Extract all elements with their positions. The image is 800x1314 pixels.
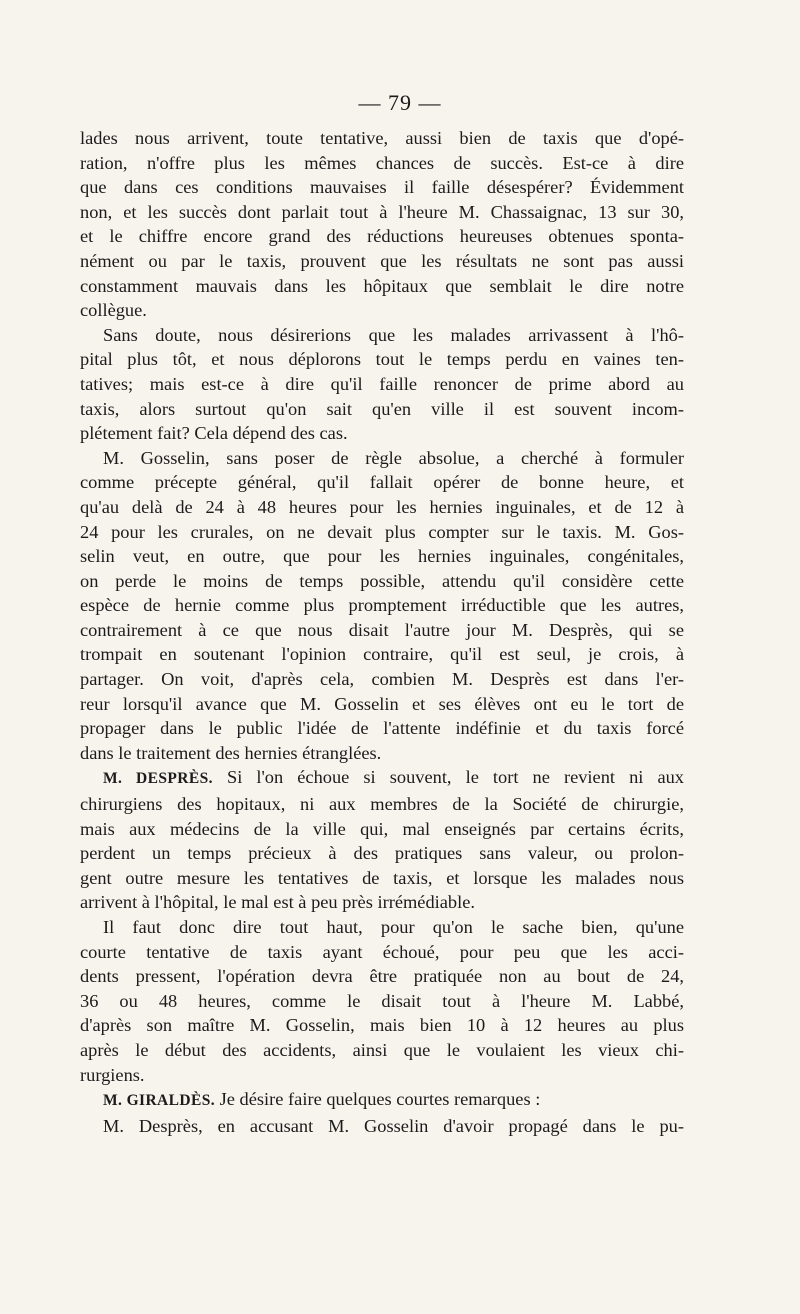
text-line: on perde le moins de temps possible, attendu qu'il considère cette bbox=[80, 570, 684, 591]
text-line: collègue. bbox=[80, 300, 147, 321]
paragraph-5 bbox=[80, 915, 684, 1087]
paragraph-despres bbox=[80, 765, 684, 915]
text-line: dents pressent, l'opération devra être pratiquée non au bout de 24, bbox=[80, 966, 684, 987]
paragraph-1 bbox=[80, 126, 684, 323]
text-line: que dans ces conditions mauvaises il faille désespérer? Évidemment bbox=[80, 177, 684, 198]
text-line: non, et les succès dont parlait tout à l'heure M. Chassaignac, 13 sur 30, bbox=[80, 201, 684, 222]
text-line: gent outre mesure les tentatives de taxis, et lorsque les malades nous bbox=[80, 867, 684, 888]
text-line-content: Je désire faire quelques courtes remarques : bbox=[215, 1089, 541, 1110]
text-line: trompait en soutenant l'opinion contraire, qu'il est seul, je crois, à bbox=[80, 644, 684, 665]
text-line: chirurgiens des hopitaux, ni aux membres de la Société de chirurgie, bbox=[80, 794, 684, 815]
paragraph-3 bbox=[80, 446, 684, 766]
text-line: ration, n'offre plus les mêmes chances de succès. Est-ce à dire bbox=[80, 152, 684, 173]
text-line: perdent un temps précieux à des pratiques sans valeur, ou prolon- bbox=[80, 843, 684, 864]
text-line: propager dans le public l'idée de l'attente indéfinie et du taxis forcé bbox=[80, 718, 684, 739]
body-text bbox=[80, 126, 684, 1138]
text-line: reur lorsqu'il avance que M. Gosselin et ses élèves ont eu le tort de bbox=[80, 693, 684, 714]
speaker-name: M. GIRALDÈS. bbox=[103, 1092, 216, 1110]
text-line: taxis, alors surtout qu'on sait qu'en ville il est souvent incom- bbox=[80, 398, 684, 419]
text-line: plétement fait? Cela dépend des cas. bbox=[80, 423, 348, 444]
text-line: partager. On voit, d'après cela, combien M. Desprès est dans l'er- bbox=[80, 669, 684, 690]
text-line-content: Si l'on échoue si souvent, le tort ne revient ni aux bbox=[212, 767, 684, 788]
text-line: pital plus tôt, et nous déplorons tout le temps perdu en vaines ten- bbox=[80, 349, 684, 370]
text-line: qu'au delà de 24 à 48 heures pour les hernies inguinales, et de 12 à bbox=[80, 496, 684, 517]
text-line: constamment mauvais dans les hôpitaux que semblait le dire notre bbox=[80, 275, 684, 296]
text-line: nément ou par le taxis, prouvent que les résultats ne sont pas aussi bbox=[80, 250, 684, 271]
paragraph-giraldes bbox=[80, 1087, 684, 1114]
text-line bbox=[80, 765, 684, 792]
text-line: contrairement à ce que nous disait l'autre jour M. Desprès, qui se bbox=[80, 619, 684, 640]
text-line: d'après son maître M. Gosselin, mais bien 10 à 12 heures au plus bbox=[80, 1015, 684, 1036]
text-line: rurgiens. bbox=[80, 1064, 145, 1085]
paragraph-2 bbox=[80, 323, 684, 446]
text-line: M. Desprès, en accusant M. Gosselin d'avoir propagé dans le pu- bbox=[103, 1115, 684, 1136]
text-line: et le chiffre encore grand des réductions heureuses obtenues sponta- bbox=[80, 226, 684, 247]
text-line: tatives; mais est-ce à dire qu'il faille renoncer de prime abord au bbox=[80, 373, 684, 394]
text-line: selin veut, en outre, que pour les hernies inguinales, congénitales, bbox=[80, 546, 684, 567]
text-line: courte tentative de taxis ayant échoué, pour peu que les acci- bbox=[80, 941, 684, 962]
text-line: espèce de hernie comme plus promptement irréductible que les autres, bbox=[80, 595, 684, 616]
text-line: 24 pour les crurales, on ne devait plus compter sur le taxis. M. Gos- bbox=[80, 521, 684, 542]
paragraph-7 bbox=[80, 1114, 684, 1139]
page-number: — 79 — bbox=[358, 90, 442, 115]
speaker-name: M. DESPRÈS. bbox=[103, 770, 213, 788]
text-line: comme précepte général, qu'il fallait opérer de bonne heure, et bbox=[80, 472, 684, 493]
text-line: mais aux médecins de la ville qui, mal enseignés par certains écrits, bbox=[80, 818, 684, 839]
text-line: M. Gosselin, sans poser de règle absolue, a cherché à formuler bbox=[103, 447, 684, 468]
text-line bbox=[80, 1087, 684, 1114]
text-line: Sans doute, nous désirerions que les malades arrivassent à l'hô- bbox=[103, 324, 684, 345]
text-line: arrivent à l'hôpital, le mal est à peu près irrémédiable. bbox=[80, 892, 475, 913]
text-line: lades nous arrivent, toute tentative, aussi bien de taxis que d'opé- bbox=[80, 128, 684, 148]
text-line: après le début des accidents, ainsi que le voulaient les vieux chi- bbox=[80, 1039, 684, 1060]
text-line: dans le traitement des hernies étranglées. bbox=[80, 742, 382, 763]
text-line: Il faut donc dire tout haut, pour qu'on le sache bien, qu'une bbox=[103, 917, 684, 937]
text-line: 36 ou 48 heures, comme le disait tout à l'heure M. Labbé, bbox=[80, 990, 684, 1011]
